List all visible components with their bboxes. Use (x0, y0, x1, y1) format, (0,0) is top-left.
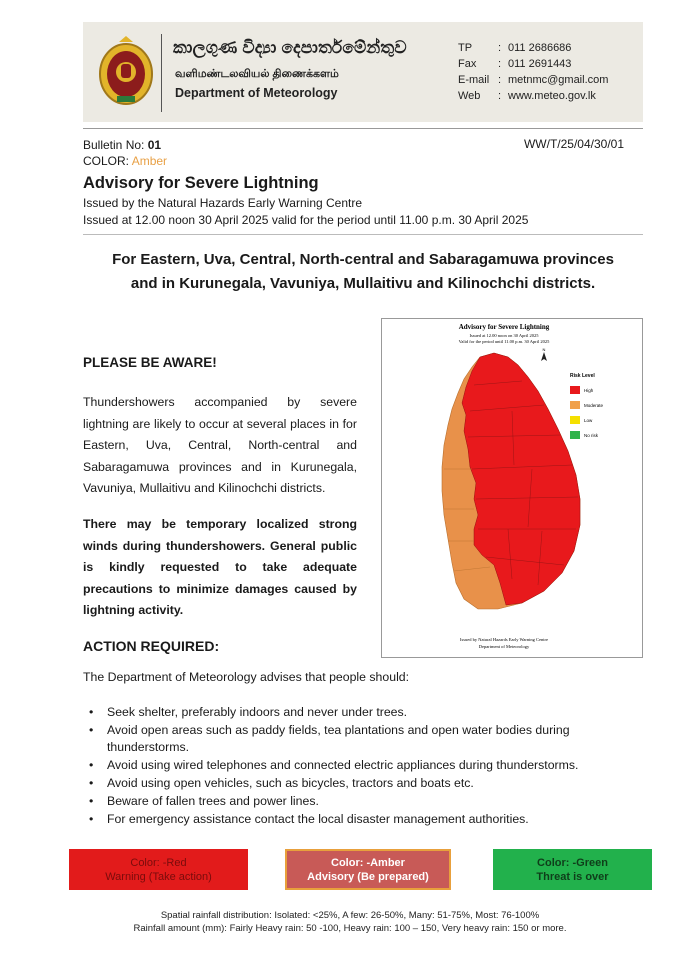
department-title-sinhala: කාලගුණ විද්‍යා දෙපාර්තමේන්තුව (173, 38, 407, 57)
color-legend-amber (285, 849, 451, 890)
legend-amber-line-1: Color: -Amber (331, 856, 405, 869)
aware-paragraph-1: Thundershowers accompanied by severe lightning are likely to occur at several places in for Eastern, Uva, Central, North-central and Sabaragamuwa provinces and in Kurunegala, Vavuniya, Mullaitivu and Kilinochchi districts. (83, 395, 357, 495)
color-legend-red (69, 849, 248, 890)
action-list (83, 704, 643, 830)
risk-map (381, 318, 643, 658)
email-link[interactable]: metnmc@gmail.com (508, 74, 609, 86)
phone-number[interactable]: 011 2686686 (508, 42, 572, 54)
legend-amber-line-2: Advisory (Be prepared) (307, 870, 429, 883)
legend-green-line-1: Color: -Green (537, 856, 608, 869)
action-item-text: Avoid open areas such as paddy fields, tea plantations and open water bodies during thunderstorms. (107, 723, 570, 754)
map-subtitle-1: Issued at 12.00 noon on 30 April 2025 (469, 333, 539, 338)
department-title-english: Department of Meteorology (175, 86, 338, 100)
legend-green-line-2: Threat is over (536, 870, 609, 883)
color-label: COLOR: (83, 154, 130, 168)
action-intro: The Department of Meteorology advises that people should: (83, 670, 410, 684)
legend-red-line-1: Color: -Red (130, 856, 187, 869)
contact-row-email: E-mail : metnmc@gmail.com (458, 74, 609, 86)
list-item (83, 757, 643, 773)
action-item-text: For emergency assistance contact the local disaster management authorities. (107, 812, 529, 827)
legend-red-line-2: Warning (Take action) (105, 870, 212, 883)
footer-rainfall-amount: Rainfall amount (mm): Fairly Heavy rain: 50 -100, Heavy rain: 100 – 150, Very heavy rain: 150 or more. (133, 923, 567, 934)
sri-lanka-emblem-icon (97, 36, 155, 108)
fax-number: 011 2691443 (508, 58, 572, 70)
bulletin-info (83, 137, 167, 169)
aware-paragraph-2: There may be temporary localized strong winds during thundershowers. General public is kindly requested to take adequate precautions to minimize damages caused by lightning activity. (83, 517, 357, 617)
action-item-text: Avoid using wired telephones and connected electric appliances during thunderstorms. (107, 757, 579, 772)
map-footer-2: Department of Meteorology (478, 644, 530, 649)
bulletin-number-label: Bulletin No: (83, 138, 145, 152)
legend-label-no-risk: No risk (584, 433, 599, 438)
divider (83, 234, 643, 235)
contact-details (458, 40, 608, 104)
list-item (83, 793, 643, 809)
bullet-icon: • (89, 723, 94, 738)
website-link[interactable]: www.meteo.gov.lk (508, 90, 596, 102)
color-legend-green (493, 849, 652, 890)
department-title-tamil: வளிமண்டலவியல் திணைக்களம் (175, 68, 339, 80)
bullet-icon: • (89, 705, 94, 719)
bullet-icon: • (89, 776, 94, 791)
action-item-text: Avoid using open vehicles, such as bicycles, tractors and boats etc. (107, 776, 474, 791)
bullet-icon: • (89, 794, 94, 809)
bulletin-number: 01 (147, 138, 162, 152)
letterhead (83, 22, 643, 122)
map-subtitle-2: Valid for the period until 11.00 p.m. 30 April 2025 (458, 339, 550, 344)
risk-map-graphic (382, 319, 644, 659)
contact-key: E-mail (458, 74, 490, 86)
action-item-text: Beware of fallen trees and power lines. (107, 794, 319, 809)
divider (83, 128, 643, 129)
list-item (83, 704, 643, 720)
north-arrow-icon (541, 347, 547, 361)
legend-swatch-high (570, 386, 580, 394)
contact-row-tp: TP : 011 2686686 (458, 42, 572, 54)
legend-swatch-low (570, 416, 580, 424)
contact-key: Web (458, 90, 481, 102)
region-line-2: and in Kurunegala, Vavuniya, Mullaitivu and Kilinochchi districts. (130, 275, 596, 292)
action-heading: ACTION REQUIRED: (83, 638, 220, 654)
bullet-icon: • (89, 812, 94, 827)
map-title: Advisory for Severe Lightning (458, 323, 550, 331)
legend-label-high: High (584, 388, 594, 393)
region-heading (83, 248, 643, 296)
list-item (83, 811, 643, 827)
issued-by: Issued by the Natural Hazards Early Warning Centre (83, 196, 363, 210)
footer-rainfall-distribution: Spatial rainfall distribution: Isolated: <25%, A few: 26-50%, Many: 51-75%, Most: 76-100% (160, 910, 540, 921)
contact-key: Fax (458, 58, 477, 70)
legend-title: Risk Level (570, 373, 595, 379)
legend-swatch-moderate (570, 401, 580, 409)
header-divider (161, 34, 162, 112)
bulletin-reference: WW/T/25/04/30/01 (523, 137, 624, 151)
contact-row-fax: Fax : 011 2691443 (458, 58, 572, 70)
legend-label-low: Low (584, 418, 593, 423)
advisory-title: Advisory for Severe Lightning (83, 174, 319, 192)
contact-key: TP (458, 42, 473, 54)
list-item (83, 722, 643, 755)
legend-label-moderate: Moderate (584, 403, 604, 408)
legend-swatch-no-risk (570, 431, 580, 439)
action-item-text: Seek shelter, preferably indoors and never under trees. (107, 705, 408, 719)
issued-at: Issued at 12.00 noon 30 April 2025 valid for the period until 11.00 p.m. 30 April 2025 (83, 213, 529, 227)
color-value: Amber (131, 154, 168, 168)
map-footer-1: Issued by Natural Hazards Early Warning Centre (459, 637, 549, 642)
bullet-icon: • (89, 757, 94, 772)
list-item (83, 775, 643, 791)
north-label: N (542, 347, 546, 352)
aware-heading: PLEASE BE AWARE! (83, 355, 217, 370)
region-line-1: For Eastern, Uva, Central, North-central and Sabaragamuwa provinces (112, 251, 614, 268)
contact-row-web: Web : www.meteo.gov.lk (458, 90, 596, 102)
